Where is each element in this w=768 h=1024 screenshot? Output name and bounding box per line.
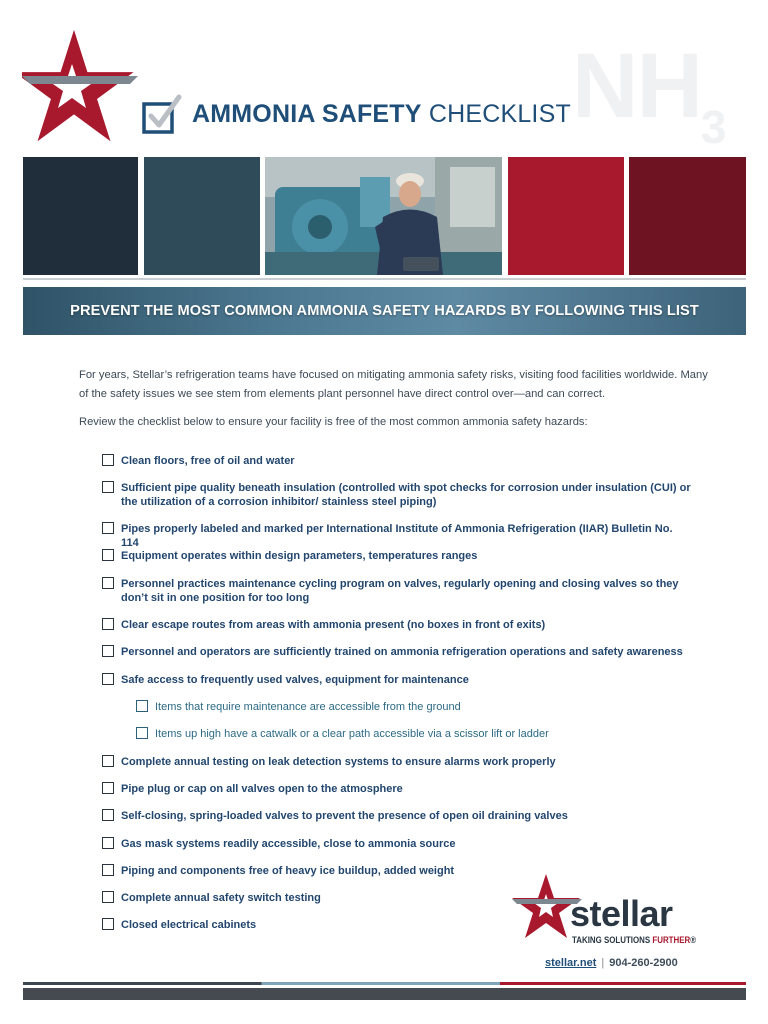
footer-accent-line — [23, 982, 746, 985]
checkbox[interactable] — [102, 891, 114, 903]
separator: | — [601, 957, 605, 969]
checklist-item-label: Complete annual safety switch testing — [121, 892, 321, 904]
checkbox[interactable] — [102, 673, 114, 685]
checklist-item-label: Personnel and operators are sufficiently trained on ammonia refrigeration operations and safety awareness — [121, 646, 683, 658]
checkbox[interactable] — [102, 755, 114, 767]
checklist-item[interactable] — [102, 481, 691, 509]
stellar-wordmark: stellar — [570, 893, 673, 934]
checklist-item-label: Clear escape routes from areas with ammonia present (no boxes in front of exits) — [121, 619, 546, 631]
nh3-watermark — [572, 35, 725, 153]
checklist-item-label: Safe access to frequently used valves, equipment for maintenance — [121, 674, 469, 686]
banner — [23, 287, 746, 335]
checklist-item[interactable] — [102, 755, 691, 769]
checkbox[interactable] — [136, 727, 148, 739]
divider-line — [23, 278, 746, 280]
checkbox[interactable] — [102, 782, 114, 794]
color-block-navy — [23, 157, 138, 275]
checklist-item[interactable] — [102, 645, 691, 659]
checklist-item[interactable] — [102, 864, 691, 878]
checklist-item-label: Gas mask systems readily accessible, close to ammonia source — [121, 838, 456, 850]
checklist-item[interactable] — [102, 782, 691, 796]
tagline-main: TAKING SOLUTIONS — [572, 935, 653, 945]
checklist-item-label: Piping and components free of heavy ice buildup, added weight — [121, 865, 455, 877]
checklist-item[interactable] — [102, 549, 691, 563]
checkbox-checked-icon — [142, 94, 182, 134]
checkbox[interactable] — [102, 454, 114, 466]
checklist-item-label: Complete annual testing on leak detection systems to ensure alarms work properly — [121, 756, 556, 768]
checklist-item-label: Personnel practices maintenance cycling program on valves, regularly opening and closing valves so they don’t sit in one position for too long — [121, 578, 679, 604]
stellar-star-logo-icon — [22, 28, 138, 148]
worker-photo-illustration — [265, 157, 502, 275]
checklist-item-label: Pipe plug or cap on all valves open to the atmosphere — [121, 783, 403, 795]
checkbox[interactable] — [102, 481, 114, 493]
checklist-item[interactable] — [102, 673, 691, 687]
checklist-item-label: Self-closing, spring-loaded valves to prevent the presence of open oil draining valves — [121, 810, 568, 822]
checkbox[interactable] — [102, 549, 114, 561]
page-title — [142, 92, 571, 136]
checkbox[interactable] — [102, 918, 114, 930]
checklist-subitem-label: Items that require maintenance are accessible from the ground — [155, 701, 461, 713]
banner-text: PREVENT THE MOST COMMON AMMONIA SAFETY HAZARDS BY FOLLOWING THIS LIST — [70, 303, 699, 319]
color-block-red — [508, 157, 624, 275]
title-rest: CHECKLIST — [428, 99, 571, 128]
nh3-subscript: 3 — [700, 101, 725, 153]
tagline-mark: ® — [690, 935, 697, 945]
nh3-main: NH — [572, 35, 701, 137]
checkbox[interactable] — [102, 837, 114, 849]
checklist-item[interactable] — [102, 454, 691, 468]
color-block-maroon — [629, 157, 746, 275]
checklist-subitem[interactable] — [136, 700, 725, 714]
footer-bar — [23, 988, 746, 1000]
color-block-slate — [144, 157, 260, 275]
checkbox[interactable] — [102, 577, 114, 589]
checklist-item[interactable] — [102, 577, 691, 605]
checklist-item[interactable] — [102, 522, 691, 550]
tagline-accent: FURTHER — [652, 935, 691, 945]
intro-paragraph: For years, Stellar’s refrigeration teams have focused on mitigating ammonia safety risks, visiting food facilities worldwide. Many of the safety issues we see stem from elements plant personnel have direct control over—and can correct. — [79, 369, 708, 400]
checklist-item[interactable] — [102, 809, 691, 823]
contact-line — [545, 957, 678, 969]
worker-photo — [265, 157, 502, 275]
phone-number: 904-260-2900 — [609, 957, 678, 969]
checklist-item-label: Pipes properly labeled and marked per International Institute of Ammonia Refrigeration (IIAR) Bulletin No. 114 — [121, 523, 673, 549]
checklist-item-label: Closed electrical cabinets — [121, 919, 257, 931]
checklist-subitem[interactable] — [136, 727, 725, 741]
checkbox[interactable] — [102, 809, 114, 821]
checklist-item-label: Sufficient pipe quality beneath insulation (controlled with spot checks for corrosion under insulation (CUI) or the utilization of a corrosion inhibitor/ stainless steel piping) — [121, 482, 691, 508]
checklist-item-label: Clean floors, free of oil and water — [121, 455, 295, 467]
checklist-item-label: Equipment operates within design parameters, temperatures ranges — [121, 550, 478, 562]
website-link[interactable]: stellar.net — [545, 957, 597, 969]
title-bold: AMMONIA SAFETY — [192, 99, 422, 128]
checklist-item[interactable] — [102, 618, 691, 632]
intro-instruction: Review the checklist below to ensure your facility is free of the most common ammonia safety hazards: — [79, 416, 588, 428]
checkbox[interactable] — [102, 618, 114, 630]
checkbox[interactable] — [136, 700, 148, 712]
checkbox[interactable] — [102, 522, 114, 534]
checklist-item[interactable] — [102, 837, 691, 851]
checkbox[interactable] — [102, 864, 114, 876]
checklist-subitem-label: Items up high have a catwalk or a clear path accessible via a scissor lift or ladder — [155, 728, 549, 740]
brand-tagline — [572, 935, 696, 945]
checkbox[interactable] — [102, 645, 114, 657]
